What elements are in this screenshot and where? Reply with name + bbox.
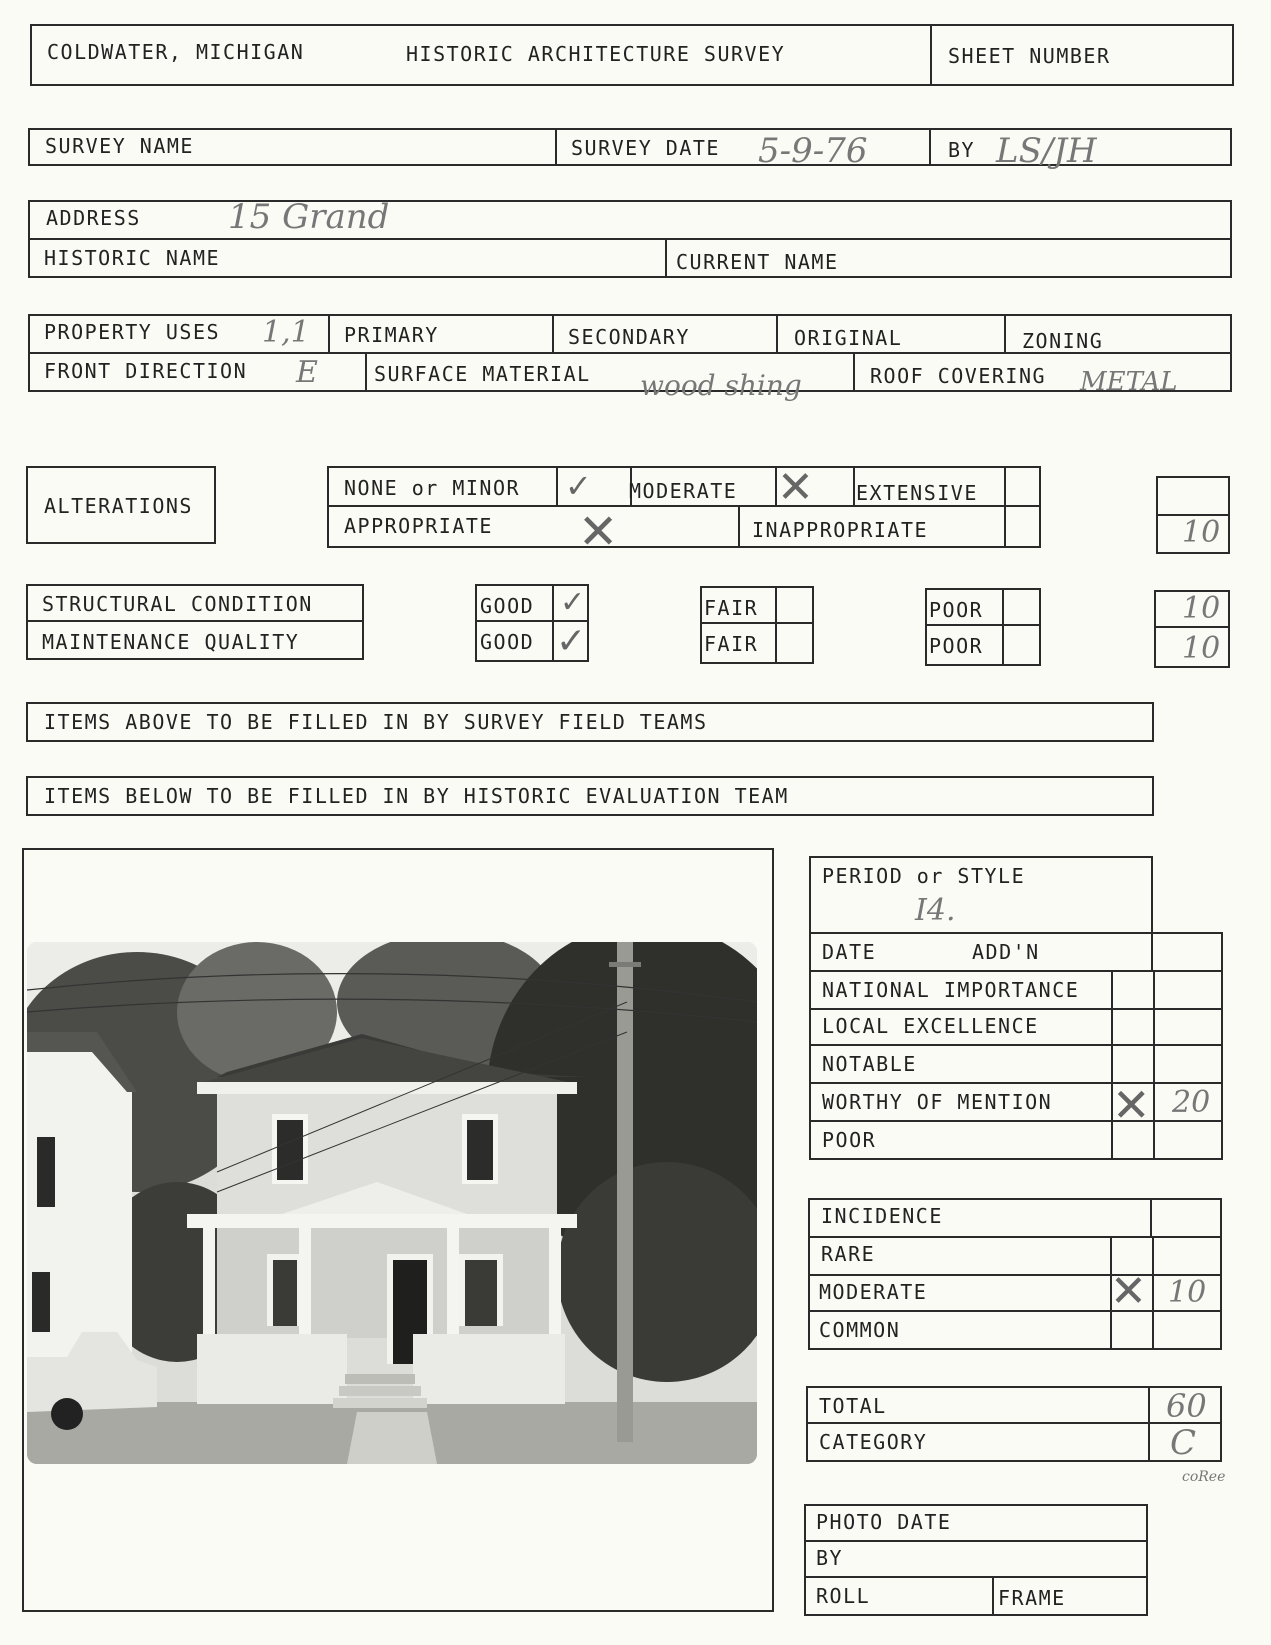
worthy-score: 20 bbox=[1172, 1085, 1211, 1120]
appropriate-label: APPROPRIATE bbox=[344, 514, 493, 538]
surface-material-value: wood shing bbox=[640, 369, 802, 402]
survey-by-label: BY bbox=[948, 138, 976, 162]
front-direction-label: FRONT DIRECTION bbox=[44, 359, 248, 383]
secondary-label: SECONDARY bbox=[568, 325, 690, 349]
evaluation-poor-label: POOR bbox=[822, 1128, 877, 1152]
alterations-label: ALTERATIONS bbox=[44, 494, 193, 518]
frame-label: FRAME bbox=[998, 1586, 1066, 1610]
maintenance-good-check: ✓ bbox=[556, 621, 587, 662]
extensive-label: EXTENSIVE bbox=[856, 481, 978, 505]
items-below-note: ITEMS BELOW TO BE FILLED IN BY HISTORIC EVALUATION TEAM bbox=[44, 784, 789, 808]
fair-check-col bbox=[775, 586, 814, 664]
structural-good-check: ✓ bbox=[560, 585, 586, 620]
alterations-score: 10 bbox=[1182, 515, 1221, 550]
worthy-of-mention-label: WORTHY OF MENTION bbox=[822, 1090, 1053, 1114]
category-value: C bbox=[1170, 1423, 1197, 1463]
header-location: COLDWATER, MICHIGAN bbox=[47, 40, 305, 64]
zoning-label: ZONING bbox=[1022, 329, 1104, 353]
structural-poor-label: POOR bbox=[929, 598, 984, 622]
surface-material-label: SURFACE MATERIAL bbox=[374, 362, 591, 386]
structural-score: 10 bbox=[1182, 591, 1221, 626]
maintenance-fair-label: FAIR bbox=[704, 632, 759, 656]
addn-label: ADD'N bbox=[972, 940, 1040, 964]
maintenance-poor-label: POOR bbox=[929, 634, 984, 658]
incidence-moderate-score: 10 bbox=[1168, 1275, 1207, 1310]
survey-name-label: SURVEY NAME bbox=[45, 134, 194, 158]
rare-label: RARE bbox=[821, 1242, 876, 1266]
moderate-check: ✕ bbox=[777, 462, 814, 513]
total-value: 60 bbox=[1166, 1387, 1207, 1425]
national-importance-label: NATIONAL IMPORTANCE bbox=[822, 978, 1080, 1002]
none-minor-label: NONE or MINOR bbox=[344, 476, 521, 500]
period-style-label: PERIOD or STYLE bbox=[822, 864, 1026, 888]
structural-condition-label: STRUCTURAL CONDITION bbox=[42, 592, 313, 616]
photo-by-label: BY bbox=[816, 1546, 844, 1570]
photo-info-row-by bbox=[804, 1540, 1148, 1578]
current-name-label: CURRENT NAME bbox=[676, 250, 839, 274]
poor-check-col bbox=[1002, 588, 1041, 666]
common-label: COMMON bbox=[819, 1318, 901, 1342]
maintenance-good-label: GOOD bbox=[480, 630, 535, 654]
incidence-label: INCIDENCE bbox=[821, 1204, 943, 1228]
front-direction-value: E bbox=[296, 355, 318, 390]
incidence-moderate-check: ✕ bbox=[1110, 1266, 1147, 1317]
original-label: ORIGINAL bbox=[794, 326, 903, 350]
total-label: TOTAL bbox=[819, 1394, 887, 1418]
sheet-number-label: SHEET NUMBER bbox=[948, 44, 1111, 68]
structural-fair-label: FAIR bbox=[704, 596, 759, 620]
notable-label: NOTABLE bbox=[822, 1052, 917, 1076]
none-minor-check: ✓ bbox=[565, 467, 592, 505]
roof-covering-label: ROOF COVERING bbox=[870, 364, 1047, 388]
period-style-value: I4. bbox=[915, 893, 956, 928]
condition-score-divider bbox=[1154, 626, 1230, 628]
photo-date-label: PHOTO DATE bbox=[816, 1510, 952, 1534]
maintenance-quality-label: MAINTENANCE QUALITY bbox=[42, 630, 300, 654]
appropriate-check: ✕ bbox=[578, 504, 619, 560]
address-value: 15 Grand bbox=[228, 197, 390, 237]
survey-by-value: LS/JH bbox=[996, 131, 1097, 171]
worthy-check: ✕ bbox=[1112, 1078, 1151, 1132]
maintenance-score: 10 bbox=[1182, 631, 1221, 666]
moderate-label: MODERATE bbox=[629, 479, 738, 503]
house-photo bbox=[27, 942, 757, 1464]
address-label: ADDRESS bbox=[46, 206, 141, 230]
structural-good-label: GOOD bbox=[480, 594, 535, 618]
primary-label: PRIMARY bbox=[344, 323, 439, 347]
evaluator-initials: coRee bbox=[1182, 1469, 1226, 1485]
roof-covering-value: METAL bbox=[1080, 367, 1178, 397]
condition-labels-divider bbox=[26, 620, 364, 622]
incidence-moderate-label: MODERATE bbox=[819, 1280, 928, 1304]
items-above-note: ITEMS ABOVE TO BE FILLED IN BY SURVEY FIELD TEAMS bbox=[44, 710, 708, 734]
roll-label: ROLL bbox=[816, 1584, 871, 1608]
date-label: DATE bbox=[822, 940, 877, 964]
category-label: CATEGORY bbox=[819, 1430, 928, 1454]
property-uses-label: PROPERTY USES bbox=[44, 320, 221, 344]
historic-name-label: HISTORIC NAME bbox=[44, 246, 221, 270]
local-excellence-label: LOCAL EXCELLENCE bbox=[822, 1014, 1039, 1038]
inappropriate-label: INAPPROPRIATE bbox=[752, 518, 929, 542]
survey-date-value: 5-9-76 bbox=[758, 131, 868, 171]
property-uses-value: 1,1 bbox=[262, 315, 310, 350]
survey-date-label: SURVEY DATE bbox=[571, 136, 720, 160]
header-title: HISTORIC ARCHITECTURE SURVEY bbox=[406, 42, 786, 66]
